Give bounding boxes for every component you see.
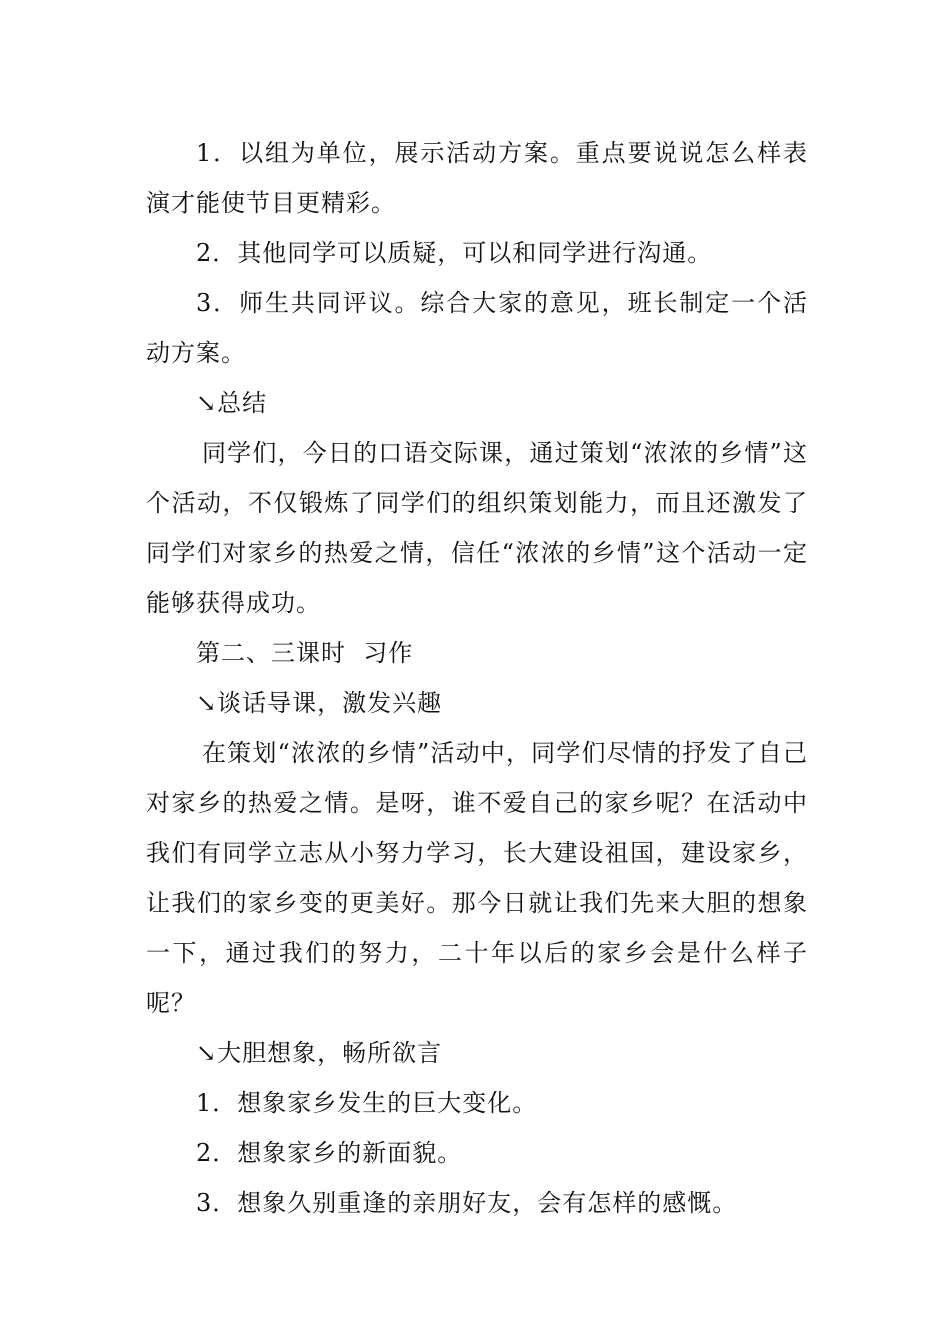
paragraph-question-communicate: 2．其他同学可以质疑，可以和同学进行沟通。 xyxy=(196,239,713,267)
paragraph-joint-review: 3．师生共同评议。综合大家的意见，班长制定一个活动方案。 xyxy=(146,289,808,367)
list-item-reunion: 3．想象久别重逢的亲朋好友，会有怎样的感慨。 xyxy=(196,1189,738,1217)
heading-lesson-two-three: 第二、三课时 习作 xyxy=(196,639,414,667)
document-body xyxy=(146,128,808,1228)
paragraph-talk-intro: 在策划“浓浓的乡情”活动中，同学们尽情的抒发了自己对家乡的热爱之情。是呀，谁不爱自己的家乡呢？在活动中我们有同学立志从小努力学习，长大建设祖国，建设家乡，让我们的家乡变的更美好。那今日就让我们先来大胆的想象一下，通过我们的努力，二十年以后的家乡会是什么样子呢？ xyxy=(146,739,808,1017)
heading-imagine: ↘大胆想象，畅所欲言 xyxy=(196,1039,443,1067)
heading-summary: ↘总结 xyxy=(196,389,268,417)
list-item-changes: 1．想象家乡发生的巨大变化。 xyxy=(196,1089,538,1117)
heading-talk-intro: ↘谈话导课，激发兴趣 xyxy=(196,689,443,717)
list-item-new-look: 2．想象家乡的新面貌。 xyxy=(196,1139,463,1167)
paragraph-summary: 同学们，今日的口语交际课，通过策划“浓浓的乡情”这个活动，不仅锻炼了同学们的组织策划能力，而且还激发了同学们对家乡的热爱之情，信任“浓浓的乡情”这个活动一定能够获得成功。 xyxy=(146,439,808,617)
paragraph-show-plan: 1．以组为单位，展示活动方案。重点要说说怎么样表演才能使节目更精彩。 xyxy=(146,139,808,217)
